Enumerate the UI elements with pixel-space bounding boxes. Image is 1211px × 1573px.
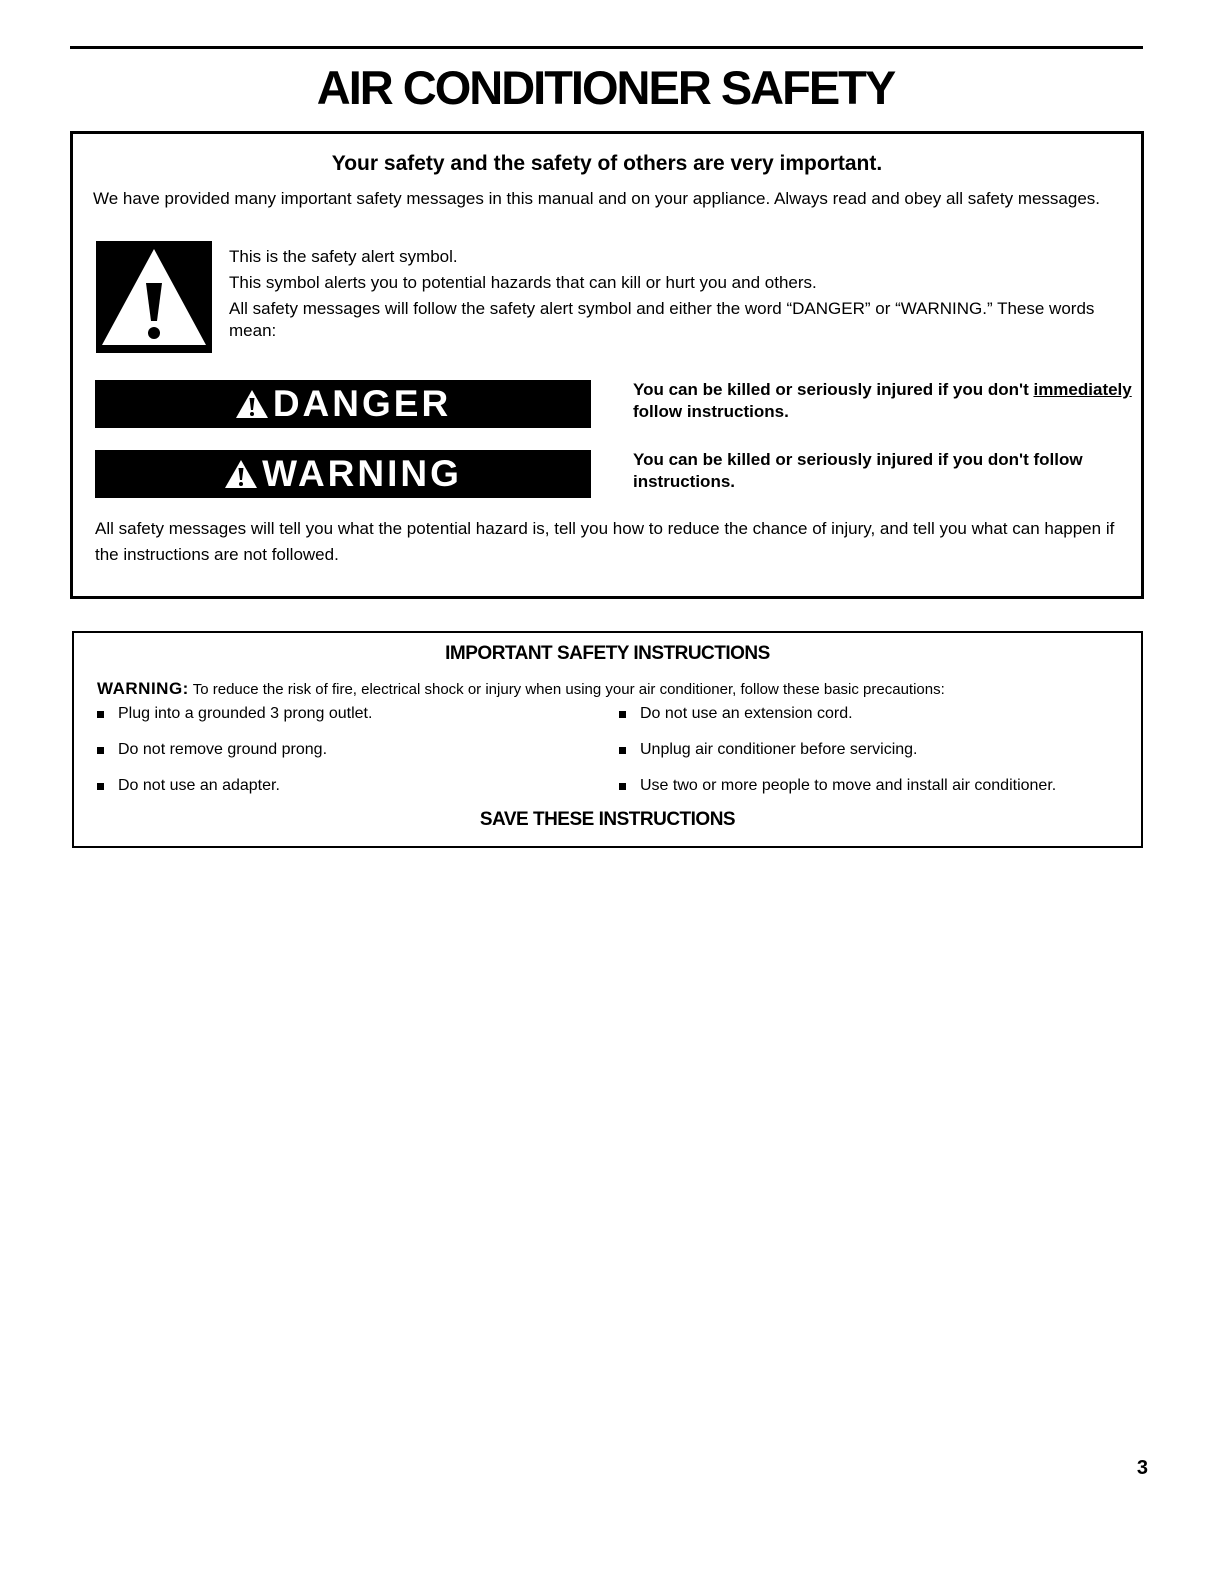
list-item xyxy=(619,705,853,723)
danger-desc-underlined: immediately xyxy=(1033,380,1132,399)
bullet-icon xyxy=(619,711,626,718)
danger-signal-bar xyxy=(95,380,591,428)
page-title: AIR CONDITIONER SAFETY xyxy=(316,61,895,114)
top-rule xyxy=(70,46,1143,49)
bullet-icon xyxy=(97,711,104,718)
alert-line-3: All safety messages will follow the safety alert symbol and either the word “DANGER” or “WARNING.” These words mean: xyxy=(229,299,1095,340)
list-item-text: Unplug air conditioner before servicing. xyxy=(640,741,918,758)
warning-signal-bar xyxy=(95,450,591,498)
alert-line-2: This symbol alerts you to potential hazards that can kill or hurt you and others. xyxy=(229,273,817,292)
list-item-text: Do not use an adapter. xyxy=(118,777,280,794)
safety-alert-triangle-icon xyxy=(96,241,212,353)
warning-alert-icon xyxy=(224,459,258,489)
list-item xyxy=(97,741,327,759)
page-number: 3 xyxy=(1136,1457,1148,1479)
warning-text: To reduce the risk of fire, electrical shock or injury when using your air conditioner, follow these basic precautions: xyxy=(188,681,945,698)
instructions-title: IMPORTANT SAFETY INSTRUCTIONS xyxy=(445,643,770,664)
safety-intro-text: We have provided many important safety messages in this manual and on your appliance. Always read and obey all safety messages. xyxy=(93,189,1101,208)
list-item-text: Do not use an extension cord. xyxy=(640,705,853,722)
list-item xyxy=(619,741,917,759)
danger-desc-end: follow instructions. xyxy=(633,402,789,421)
list-item xyxy=(97,705,372,723)
warning-word: WARNING xyxy=(262,453,462,494)
danger-desc-start: You can be killed or seriously injured if you don't xyxy=(633,380,1034,399)
list-item-text: Use two or more people to move and install air conditioner. xyxy=(640,777,1057,794)
safety-subtitle: Your safety and the safety of others are very important. xyxy=(331,152,883,175)
safety-intro-box xyxy=(70,131,1144,599)
danger-word: DANGER xyxy=(272,383,452,424)
save-instructions-text: SAVE THESE INSTRUCTIONS xyxy=(479,809,736,830)
list-item xyxy=(619,777,1056,795)
safety-outro-text: All safety messages will tell you what the potential hazard is, tell you how to reduce the chance of injury, and tell you what can happen if the instructions are not followed. xyxy=(95,519,1115,564)
warning-label: WARNING: xyxy=(97,679,189,698)
bullet-icon xyxy=(97,747,104,754)
precautions-warning xyxy=(97,679,1137,700)
list-item-text: Do not remove ground prong. xyxy=(118,741,328,758)
danger-alert-icon xyxy=(235,389,269,419)
list-item xyxy=(97,777,280,795)
bullet-icon xyxy=(619,747,626,754)
list-item-text: Plug into a grounded 3 prong outlet. xyxy=(118,705,373,722)
danger-description xyxy=(633,379,1133,423)
warning-description: You can be killed or seriously injured if you don't follow instructions. xyxy=(633,450,1083,491)
bullet-icon xyxy=(97,783,104,790)
alert-symbol-description xyxy=(229,246,1109,346)
important-safety-instructions-box xyxy=(72,631,1143,848)
alert-line-1: This is the safety alert symbol. xyxy=(229,247,458,266)
bullet-icon xyxy=(619,783,626,790)
